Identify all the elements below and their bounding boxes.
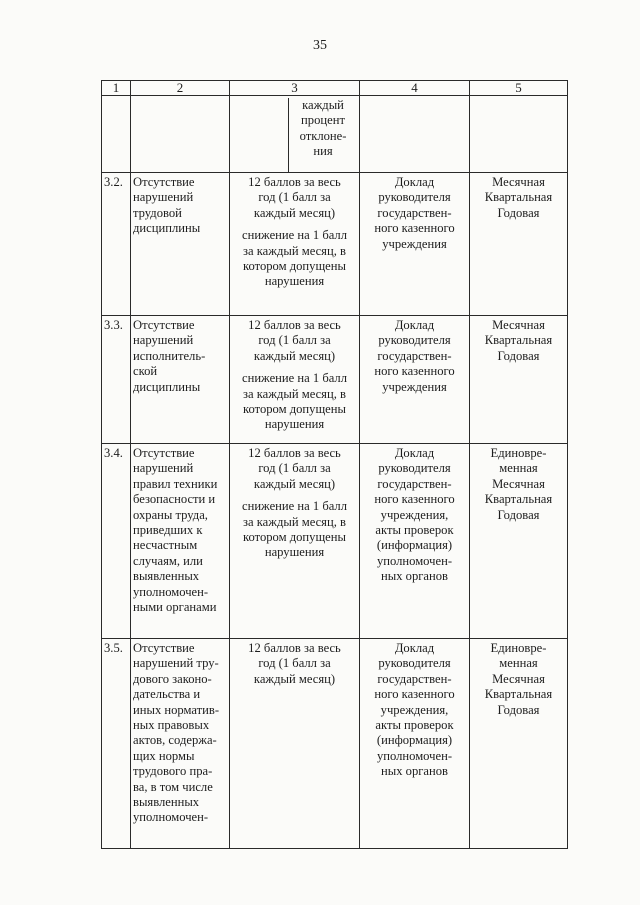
row-number: 3.5. xyxy=(102,639,131,849)
text-line: менная xyxy=(499,461,538,476)
text-line: дисциплины xyxy=(133,221,201,236)
indicator-name xyxy=(131,444,230,639)
table-row xyxy=(102,173,568,316)
reporting-period xyxy=(470,316,568,444)
text-line: несчастным xyxy=(133,538,198,553)
text-line: котором допущены xyxy=(243,530,346,545)
text-line: уполномочен- xyxy=(376,553,453,568)
text-line: ных органов xyxy=(381,764,448,779)
text-line: ской xyxy=(133,364,158,379)
source-document xyxy=(360,639,470,849)
text-line: 12 баллов за весь xyxy=(248,446,341,460)
criteria-cell xyxy=(230,639,360,849)
text-line: Месячная xyxy=(492,476,545,491)
text-line: Месячная xyxy=(492,318,545,332)
criteria-paragraph xyxy=(232,499,357,561)
reporting-period xyxy=(470,444,568,639)
text-line: Единовре- xyxy=(490,446,547,460)
text-line: нарушения xyxy=(264,274,325,289)
text-line: дательства и xyxy=(133,687,201,702)
text-line: актов, содержа- xyxy=(133,733,217,748)
criteria-cell xyxy=(230,444,360,639)
criteria-paragraph xyxy=(232,318,357,364)
table-row xyxy=(102,639,568,849)
text-line: выявленных xyxy=(133,569,200,584)
text-line: 12 баллов за весь xyxy=(248,175,341,189)
page-number: 35 xyxy=(313,38,327,53)
text-line: Квартальная xyxy=(484,687,553,702)
text-line: учреждения xyxy=(382,236,447,251)
cell-empty xyxy=(131,96,230,173)
reporting-period xyxy=(470,173,568,316)
text-line: Отсутствие xyxy=(133,446,195,460)
criteria-cell xyxy=(230,316,360,444)
text-line: трудовой xyxy=(133,205,182,220)
text-line: (информация) xyxy=(376,733,453,748)
reporting-period xyxy=(470,639,568,849)
continuation-subcell-empty xyxy=(232,98,289,172)
source-document xyxy=(360,444,470,639)
indicator-name xyxy=(131,173,230,316)
row-number: 3.3. xyxy=(102,316,131,444)
text-line: безопасности и xyxy=(133,492,216,507)
indicator-name xyxy=(131,316,230,444)
text-line: за каждый месяц, в xyxy=(243,243,346,258)
column-number: 2 xyxy=(131,81,230,96)
text-line: Месячная xyxy=(492,671,545,686)
text-line: Доклад xyxy=(394,318,435,332)
text-line: уполномочен- xyxy=(133,584,209,599)
text-line: ного казенного xyxy=(374,687,455,702)
text-line: нарушения xyxy=(264,417,325,432)
text-line: приведших к xyxy=(133,523,203,538)
text-line: иных норматив- xyxy=(133,702,220,717)
text-line: Годовая xyxy=(497,348,540,363)
cell-empty xyxy=(360,96,470,173)
text-line: нарушений тру- xyxy=(133,656,219,671)
text-line: снижение на 1 балл xyxy=(241,499,347,514)
criteria-paragraph xyxy=(232,641,357,687)
text-line: государствен- xyxy=(377,476,452,491)
criteria-cell xyxy=(230,173,360,316)
text-line: Отсутствие xyxy=(133,318,195,332)
text-line: каждый месяц) xyxy=(253,476,336,491)
text-line: 12 баллов за весь xyxy=(248,641,341,655)
text-line: Квартальная xyxy=(484,492,553,507)
text-line: за каждый месяц, в xyxy=(243,514,346,529)
table-row xyxy=(102,444,568,639)
text-line: Доклад xyxy=(394,641,435,655)
text-line: год (1 балл за xyxy=(258,190,331,205)
text-line: выявленных xyxy=(133,795,200,810)
continuation-text xyxy=(289,98,357,172)
text-line: ного казенного xyxy=(374,364,455,379)
text-line: процент xyxy=(301,113,345,128)
text-line: руководителя xyxy=(378,461,451,476)
text-line: щих нормы xyxy=(133,748,195,763)
text-line: котором допущены xyxy=(243,402,346,417)
criteria-paragraph xyxy=(232,446,357,492)
text-line: государствен- xyxy=(377,205,452,220)
column-number-row xyxy=(102,81,568,96)
text-line: снижение на 1 балл xyxy=(241,228,347,243)
text-line: дового законо- xyxy=(133,671,212,686)
text-line: каждый месяц) xyxy=(253,205,336,220)
text-line: акты проверок xyxy=(375,718,454,733)
text-line: уполномочен- xyxy=(376,748,453,763)
text-line: 12 баллов за весь xyxy=(248,318,341,332)
text-line: Доклад xyxy=(394,175,435,189)
criteria-paragraph xyxy=(232,228,357,290)
source-document xyxy=(360,316,470,444)
text-line: Годовая xyxy=(497,702,540,717)
text-line: Годовая xyxy=(497,205,540,220)
text-line: случаям, или xyxy=(133,553,203,568)
text-line: год (1 балл за xyxy=(258,461,331,476)
text-line: государствен- xyxy=(377,348,452,363)
text-line: Годовая xyxy=(497,507,540,522)
text-line: учреждения xyxy=(382,379,447,394)
text-line: охраны труда, xyxy=(133,507,208,522)
text-line: отклоне- xyxy=(299,128,347,143)
table-row xyxy=(102,316,568,444)
text-line: (информация) xyxy=(376,538,453,553)
text-line: акты проверок xyxy=(375,523,454,538)
criteria-table xyxy=(101,80,568,849)
text-line: нарушений xyxy=(133,333,194,348)
text-line: Месячная xyxy=(492,175,545,189)
text-line: каждый месяц) xyxy=(253,348,336,363)
text-line: нарушений xyxy=(133,190,194,205)
text-line: трудового пра- xyxy=(133,764,213,779)
cell-empty xyxy=(470,96,568,173)
text-line: руководителя xyxy=(378,656,451,671)
text-line: Доклад xyxy=(394,446,435,460)
text-line: нарушения xyxy=(264,545,325,560)
text-line: Квартальная xyxy=(484,190,553,205)
text-line: каждый месяц) xyxy=(253,671,336,686)
text-line: каждый xyxy=(302,98,344,112)
text-line: ного казенного xyxy=(374,492,455,507)
continuation-criteria-cell xyxy=(230,96,360,173)
text-line: ными органами xyxy=(133,600,217,615)
text-line: за каждый месяц, в xyxy=(243,386,346,401)
text-line: ного казенного xyxy=(374,221,455,236)
text-line: ния xyxy=(313,144,333,159)
criteria-paragraph xyxy=(232,175,357,221)
row-number: 3.2. xyxy=(102,173,131,316)
row-number: 3.4. xyxy=(102,444,131,639)
text-line: исполнитель- xyxy=(133,348,206,363)
text-line: Отсутствие xyxy=(133,175,195,189)
column-number: 5 xyxy=(470,81,568,96)
text-line: снижение на 1 балл xyxy=(241,371,347,386)
text-line: Отсутствие xyxy=(133,641,195,655)
indicator-name xyxy=(131,639,230,849)
text-line: уполномочен- xyxy=(133,810,209,825)
text-line: руководителя xyxy=(378,333,451,348)
column-number: 1 xyxy=(102,81,131,96)
text-line: дисциплины xyxy=(133,379,201,394)
text-line: Квартальная xyxy=(484,333,553,348)
source-document xyxy=(360,173,470,316)
text-line: государствен- xyxy=(377,671,452,686)
text-line: учреждения, xyxy=(380,702,449,717)
text-line: правил техники xyxy=(133,476,218,491)
criteria-paragraph xyxy=(232,371,357,433)
text-line: Единовре- xyxy=(490,641,547,655)
text-line: год (1 балл за xyxy=(258,333,331,348)
text-line: ных органов xyxy=(381,569,448,584)
text-line: менная xyxy=(499,656,538,671)
text-line: котором допущены xyxy=(243,259,346,274)
text-line: нарушений xyxy=(133,461,194,476)
column-number: 4 xyxy=(360,81,470,96)
text-line: руководителя xyxy=(378,190,451,205)
cell-empty xyxy=(102,96,131,173)
text-line: ва, в том числе xyxy=(133,779,213,794)
text-line: учреждения, xyxy=(380,507,449,522)
text-line: ных правовых xyxy=(133,718,210,733)
continuation-row xyxy=(102,96,568,173)
column-number: 3 xyxy=(230,81,360,96)
text-line: год (1 балл за xyxy=(258,656,331,671)
